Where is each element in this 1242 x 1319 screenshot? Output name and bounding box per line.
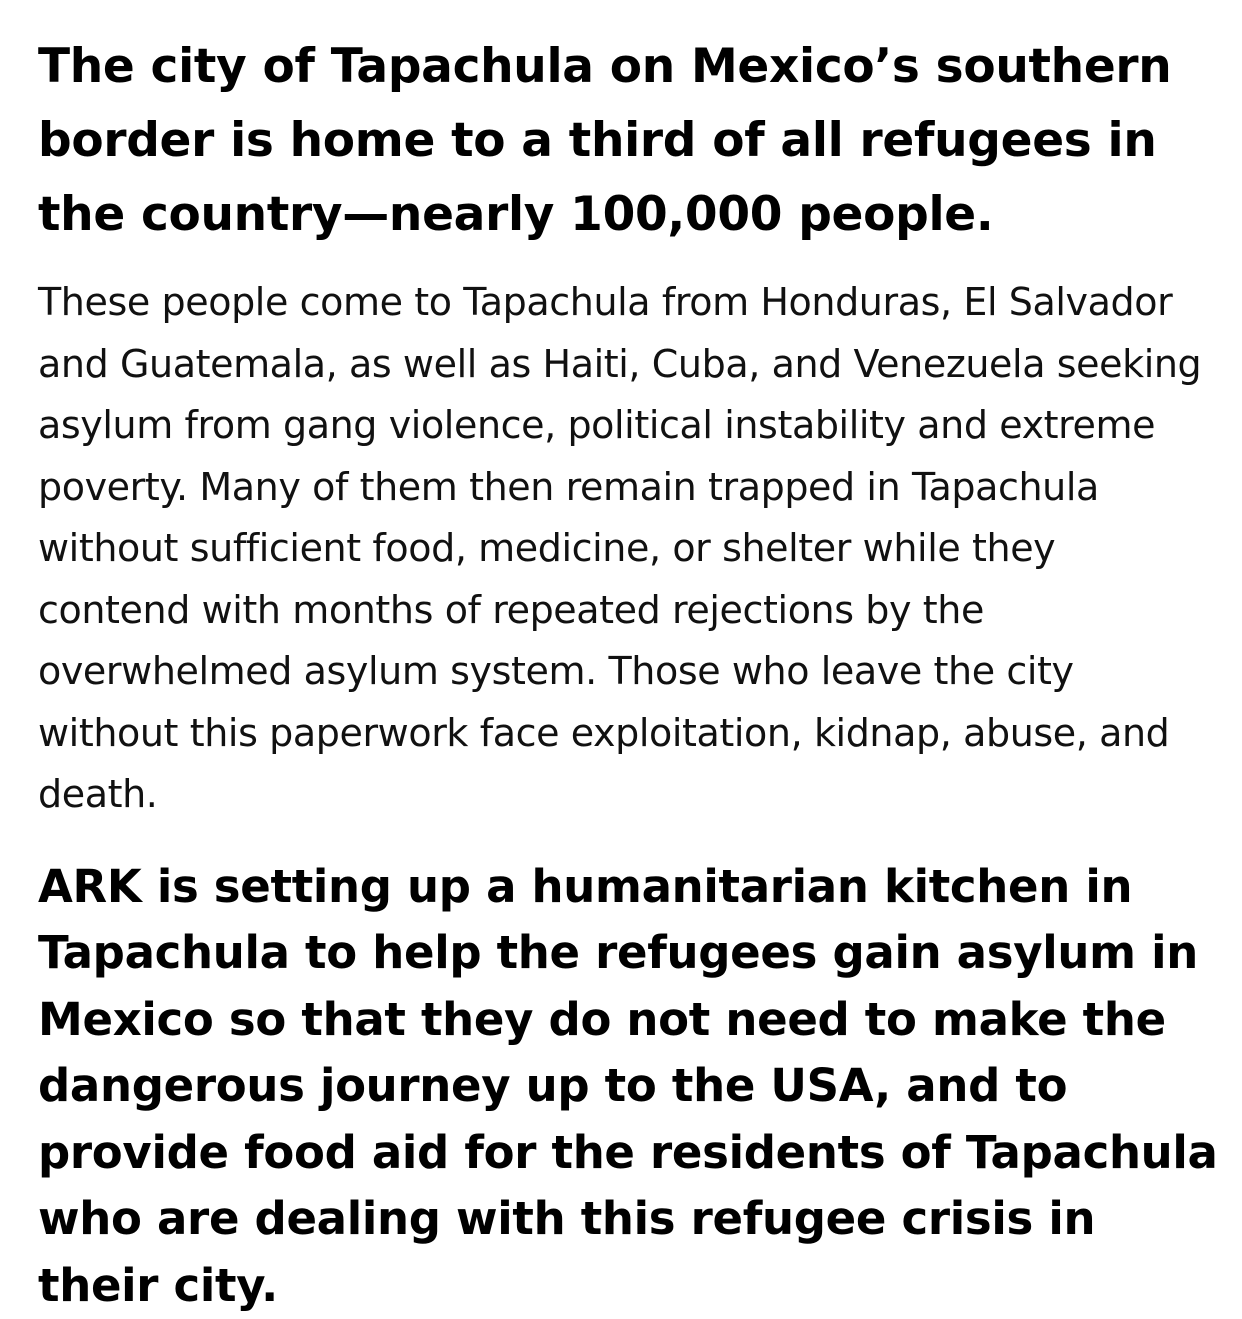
lead-paragraph: The city of Tapachula on Mexico’s southern border is home to a third of all refugees in the country—nearly 100,000 people.: [38, 30, 1218, 252]
article-content: [38, 30, 1218, 1319]
body-paragraph: These people come to Tapachula from Honduras, El Salvador and Guatemala, as well as Haiti, Cuba, and Venezuela seeking asylum from gang violence, political instability and extreme poverty. Many of them then remain trapped in Tapachula without sufficient food, medicine, or shelter while they contend with months of repeated rejections by the overwhelmed asylum system. Those who leave the city without this paperwork face exploitation, kidnap, abuse, and death.: [38, 272, 1218, 826]
closing-paragraph: ARK is setting up a humanitarian kitchen in Tapachula to help the refugees gain asylum in Mexico so that they do not need to make the dangerous journey up to the USA, and to provide food aid for the residents of Tapachula who are dealing with this refugee crisis in their city.: [38, 854, 1218, 1319]
